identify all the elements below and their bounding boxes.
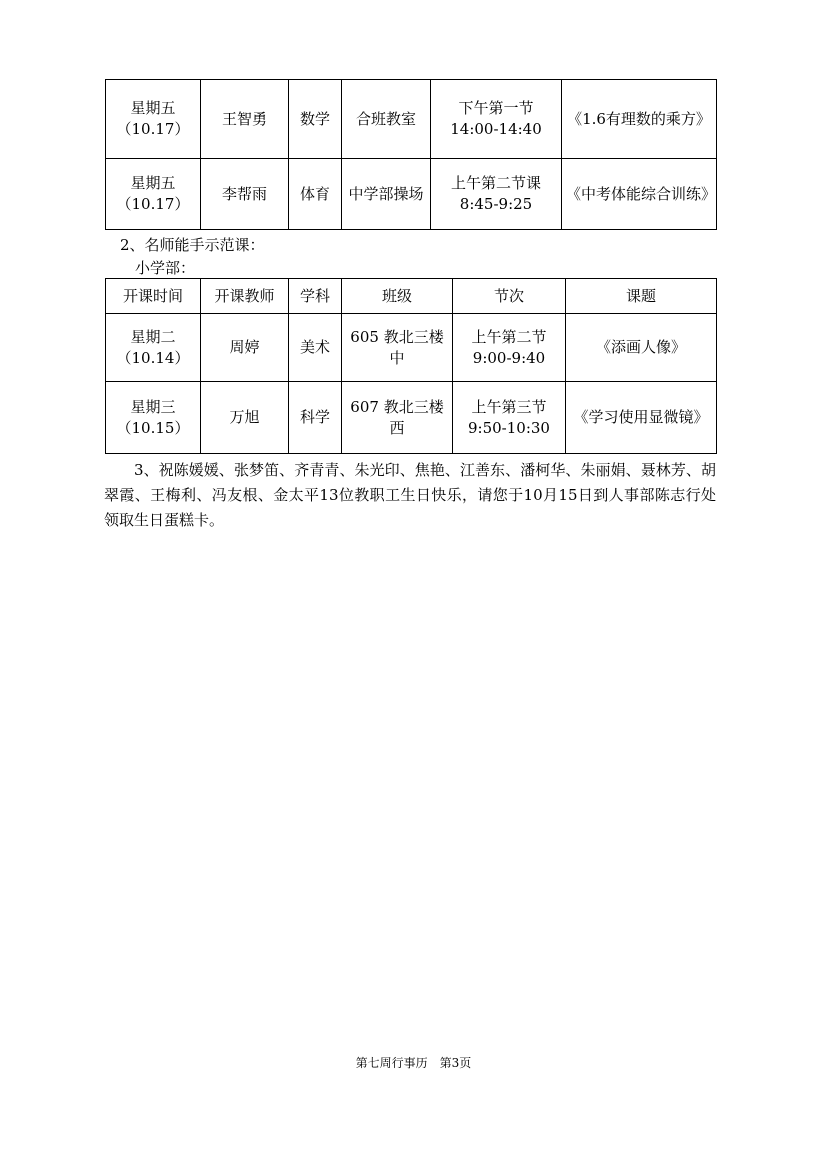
table-cell: 星期三（10.15） — [106, 382, 201, 454]
column-header: 开课时间 — [106, 279, 201, 314]
table-cell: 周婷 — [201, 314, 289, 382]
table-cell: 合班教室 — [342, 80, 431, 159]
table-cell: 上午第二节 9:00-9:40 — [453, 314, 566, 382]
schedule-table-secondary — [105, 79, 717, 230]
table-cell: 上午第三节 9:50-10:30 — [453, 382, 566, 454]
table-cell: 星期五（10.17） — [106, 159, 201, 230]
table-cell: 《学习使用显微镜》 — [566, 382, 717, 454]
table-cell: 科学 — [289, 382, 342, 454]
subsection-label: 小学部： — [135, 259, 196, 277]
column-header: 学科 — [289, 279, 342, 314]
table-cell: 605 教北三楼中 — [342, 314, 453, 382]
table-cell: 万旭 — [201, 382, 289, 454]
table-row — [106, 382, 717, 454]
section-heading: 2、名师能手示范课： — [120, 236, 265, 254]
column-header: 班级 — [342, 279, 453, 314]
table-cell: 中学部操场 — [342, 159, 431, 230]
table-header-row — [106, 279, 717, 314]
table-cell: 星期二（10.14） — [106, 314, 201, 382]
table-cell: 李帮雨 — [201, 159, 289, 230]
table-cell: 下午第一节 14:00-14:40 — [431, 80, 562, 159]
table-cell: 《添画人像》 — [566, 314, 717, 382]
table-cell: 星期五（10.17） — [106, 80, 201, 159]
table-cell: 数学 — [289, 80, 342, 159]
table-row — [106, 80, 717, 159]
birthday-notice: 3、祝陈媛媛、张梦笛、齐青青、朱光印、焦艳、江善东、潘柯华、朱丽娟、聂林芳、胡翠霞、王梅利、冯友根、金太平13位教职工生日快乐，请您于10月15日到人事部陈志行处领取生日蛋糕卡。 — [104, 461, 716, 529]
table-cell: 607 教北三楼西 — [342, 382, 453, 454]
table-cell: 体育 — [289, 159, 342, 230]
column-header: 开课教师 — [201, 279, 289, 314]
table-cell: 美术 — [289, 314, 342, 382]
table-cell: 上午第二节课 8:45-9:25 — [431, 159, 562, 230]
column-header: 节次 — [453, 279, 566, 314]
table-cell: 《中考体能综合训练》 — [562, 159, 717, 230]
table-row — [106, 314, 717, 382]
table-cell: 《1.6有理数的乘方》 — [562, 80, 717, 159]
page-footer: 第七周行事历 第3页 — [355, 1056, 472, 1070]
schedule-table-primary — [105, 278, 717, 454]
table-cell: 王智勇 — [201, 80, 289, 159]
table-row — [106, 159, 717, 230]
column-header: 课题 — [566, 279, 717, 314]
